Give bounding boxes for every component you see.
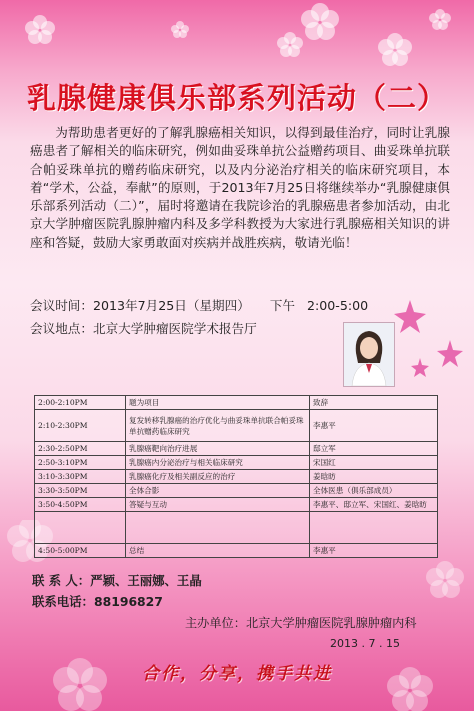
schedule-topic <box>126 512 310 544</box>
schedule-topic: 题为项目 <box>126 396 310 410</box>
schedule-table <box>34 395 438 558</box>
schedule-speaker: 致辞 <box>310 396 438 410</box>
phone-label: 联系电话： <box>32 594 94 609</box>
schedule-speaker: 李惠平 <box>310 410 438 442</box>
schedule-time: 3:30-3:50PM <box>35 484 126 498</box>
schedule-time: 2:10-2:30PM <box>35 410 126 442</box>
meeting-location <box>30 318 257 337</box>
schedule-speaker: 宋国红 <box>310 456 438 470</box>
slogan: 合作，分享，携手共进 <box>142 664 332 684</box>
schedule-topic: 复发转移乳腺癌的治疗优化与曲妥珠单抗联合帕妥珠单抗赠药临床研究 <box>126 410 310 442</box>
meeting-time <box>30 295 368 314</box>
schedule-speaker: 全体医患（俱乐部成员） <box>310 484 438 498</box>
schedule-time: 2:00-2:10PM <box>35 396 126 410</box>
phone-number: 88196827 <box>93 594 163 609</box>
issue-date: 2013 . 7 . 15 <box>330 637 400 650</box>
doctor-photo <box>343 322 395 387</box>
table-row <box>35 442 438 456</box>
schedule-topic: 乳腺癌内分泌治疗与相关临床研究 <box>126 456 310 470</box>
schedule-speaker: 李惠平、邸立军、宋国红、姜晗昉 <box>310 498 438 512</box>
table-row <box>35 410 438 442</box>
schedule-topic: 乳腺癌靶向治疗进展 <box>126 442 310 456</box>
intro-paragraph: 为帮助患者更好的了解乳腺癌相关知识，以得到最佳治疗，同时让乳腺癌患者了解相关的临床研究，例如曲妥珠单抗公益赠药项目、曲妥珠单抗联合帕妥珠单抗的赠药临床研究，以及内分泌治疗相关的临床研究项目，本着“学术，公益，奉献”的原则，于2013年7月25日将继续举办“乳腺健康俱乐部系列活动（二）”，届时将邀请在我院诊治的乳腺癌患者参加活动，由北京大学肿瘤医院乳腺肿瘤内科及多学科教授为大家进行乳腺癌相关知识的讲座和答疑，鼓励大家勇敢面对疾病并战胜疾病，敬请光临！ <box>30 125 450 250</box>
meeting-time-label: 会议时间： <box>30 298 93 313</box>
schedule-speaker: 姜晗昉 <box>310 470 438 484</box>
table-row <box>35 484 438 498</box>
meeting-time-value: 2013年7月25日（星期四） 下午 2:00-5:00 <box>92 298 369 313</box>
table-row <box>35 456 438 470</box>
table-row <box>35 498 438 512</box>
schedule-speaker: 邸立军 <box>310 442 438 456</box>
schedule-time: 3:50-4:50PM <box>35 498 126 512</box>
meeting-location-label: 会议地点： <box>30 321 93 336</box>
table-row <box>35 396 438 410</box>
table-row <box>35 512 438 544</box>
contact-names: 严颖、王丽娜、王晶 <box>90 573 202 588</box>
table-row <box>35 544 438 558</box>
contact-label: 联 系 人： <box>32 573 91 588</box>
contact-phone <box>32 592 163 610</box>
schedule-time: 2:30-2:50PM <box>35 442 126 456</box>
schedule-speaker <box>310 512 438 544</box>
schedule-topic: 总结 <box>126 544 310 558</box>
poster-title: 乳腺健康俱乐部系列活动（二） <box>26 81 447 115</box>
organizer-label: 主办单位： <box>185 616 246 630</box>
organizer-name: 北京大学肿瘤医院乳腺肿瘤内科 <box>245 616 417 630</box>
table-row <box>35 470 438 484</box>
flower-decoration-top <box>0 0 474 80</box>
contact-people <box>32 571 202 589</box>
schedule-speaker: 李惠平 <box>310 544 438 558</box>
schedule-time: 4:50-5:00PM <box>35 544 126 558</box>
schedule-time <box>35 512 126 544</box>
schedule-topic: 答疑与互动 <box>126 498 310 512</box>
organizer <box>185 614 417 631</box>
schedule-topic: 乳腺癌化疗及相关副反应的治疗 <box>126 470 310 484</box>
schedule-time: 3:10-3:30PM <box>35 470 126 484</box>
schedule-time: 2:50-3:10PM <box>35 456 126 470</box>
meeting-location-value: 北京大学肿瘤医院学术报告厅 <box>92 321 257 336</box>
schedule-topic: 全体合影 <box>126 484 310 498</box>
